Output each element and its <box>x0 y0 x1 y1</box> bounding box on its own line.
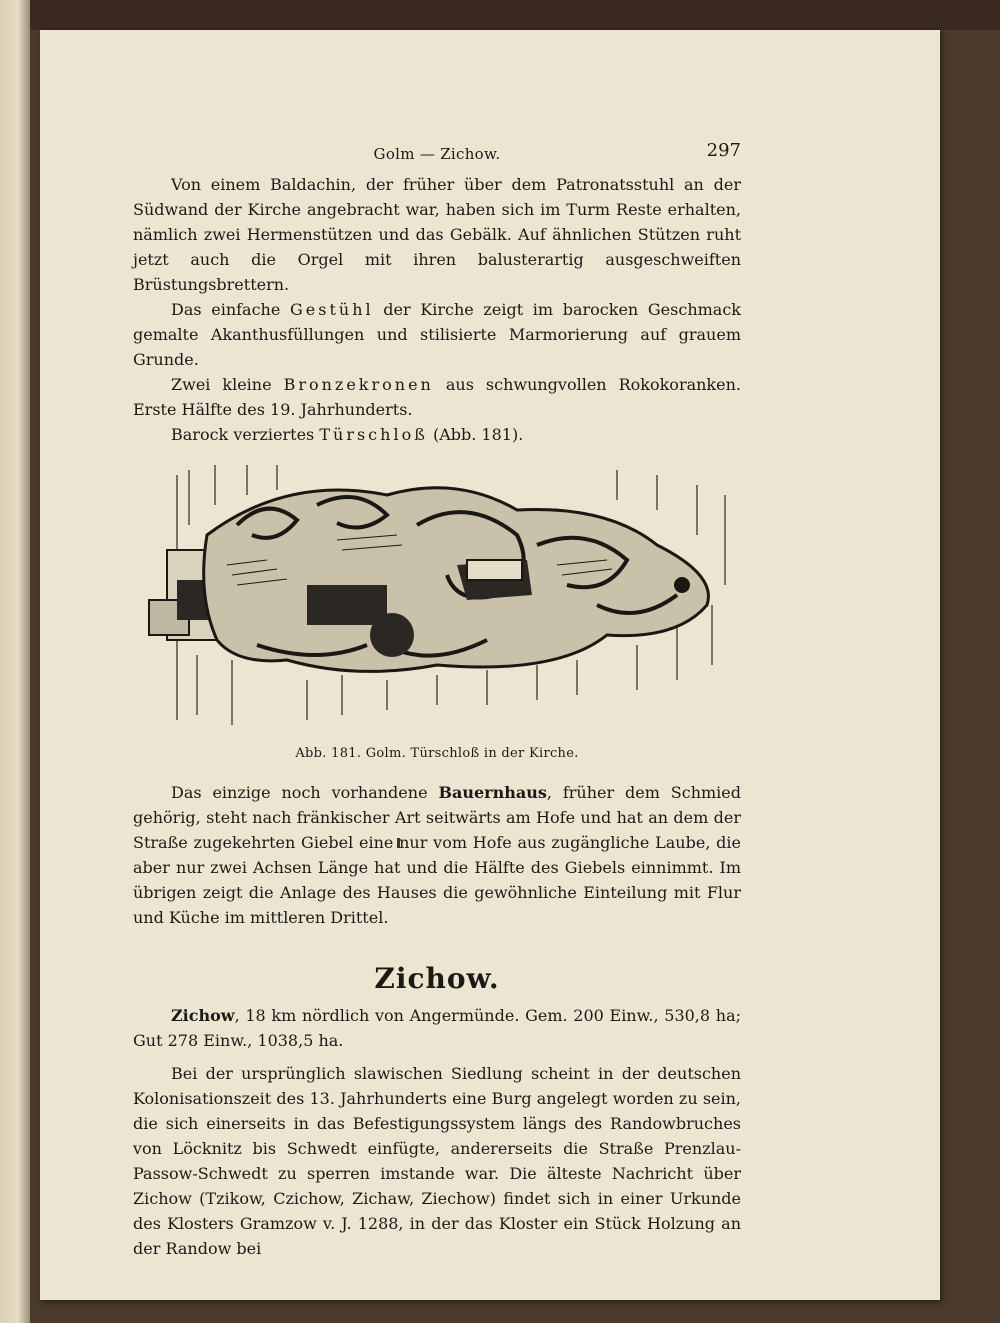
book-page <box>40 30 940 1300</box>
paragraph-tuerschloss <box>133 422 741 447</box>
emphasis-bronzekronen: Bronzekronen <box>283 375 434 394</box>
text-span: der Kirche zeigt im barocken Geschmack gemalte Akanthusfüllungen und stilisierte Marmorierung auf grauem Grunde. <box>133 300 741 369</box>
door-lock-illustration <box>137 465 737 735</box>
emphasis-bauernhaus: Bauernhaus <box>438 783 547 802</box>
keyhole-plate <box>467 560 522 580</box>
emphasis-tuerschloss: Türschloß <box>319 425 428 444</box>
page-number: 297 <box>706 140 741 161</box>
left-page-edge <box>0 0 30 1323</box>
paragraph-zichow-history: Bei der ursprünglich slawischen Siedlung scheint in der deutschen Kolonisationszeit des 13. Jahrhunderts eine Burg angelegt worden zu sein, die sich einerseits in das Befestigungssystem längs des Randowbruches von Löcknitz bis Schwedt einfügte, andererseits die Straße Prenzlau-Passow-Schwedt zu sperren imstande war. Die älteste Nachricht über Zichow (Tzikow, Czichow, Zichaw, Ziechow) findet sich in einer Urkunde des Klosters Gramzow v. J. 1288, in der das Kloster ein Stück Holzung an der Randow bei <box>133 1064 741 1258</box>
figure-door-lock <box>137 465 737 735</box>
section-title-zichow: Zichow. <box>374 962 500 995</box>
page-header <box>133 142 741 172</box>
text-span: (Abb. 181). <box>427 425 524 444</box>
figure-caption: Abb. 181. Golm. Türschloß in der Kirche. <box>295 746 579 761</box>
emphasis-gestuehl: Gestühl <box>290 300 374 319</box>
paragraph-bronzekronen <box>133 372 741 422</box>
text-span: , 18 km nördlich von Angermünde. Gem. 200 Einw., 530,8 ha; Gut 278 Einw., 1038,5 ha. <box>133 1006 741 1050</box>
text-span: , früher dem Schmied gehörig, steht nach fränkischer Art seitwärts am Hofe und hat an dem der Straße zugekehrten Giebel eine nur vom Hofe aus zugängliche Laube, die aber nur zwei Achsen Länge hat und die Hälfte des Giebels einnimmt. Im übrigen zeigt die Anlage des Hauses die gewöhnliche Einteilung mit Flur und Küche im mittleren Drittel. <box>133 783 741 927</box>
text-span: Das einzige noch vorhandene <box>171 783 439 802</box>
paragraph-zichow-intro <box>133 1003 741 1053</box>
text-span: aus schwungvollen Rokokoranken. Erste Hälfte des 19. Jahrhunderts. <box>133 375 741 419</box>
running-head: Golm — Zichow. <box>373 145 501 163</box>
text-span: Das einfache <box>171 300 290 319</box>
paragraph-bauernhaus <box>133 780 741 930</box>
knob <box>674 577 690 593</box>
paragraph-gestuehl <box>133 297 741 372</box>
text-span: Zwei kleine <box>171 375 284 394</box>
emphasis-zichow: Zichow <box>171 1006 235 1025</box>
page-content <box>133 142 741 1261</box>
paragraph-baldachin: Von einem Baldachin, der früher über dem Patronatsstuhl an der Südwand der Kirche angebracht war, haben sich im Turm Reste erhalten, nämlich zwei Hermenstützen und das Gebälk. Auf ähnlichen Stützen ruht jetzt auch die Orgel mit ihren balusterartig ausgeschweiften Brüstungsbrettern. <box>133 175 741 294</box>
text-span: Barock verziertes <box>171 425 320 444</box>
